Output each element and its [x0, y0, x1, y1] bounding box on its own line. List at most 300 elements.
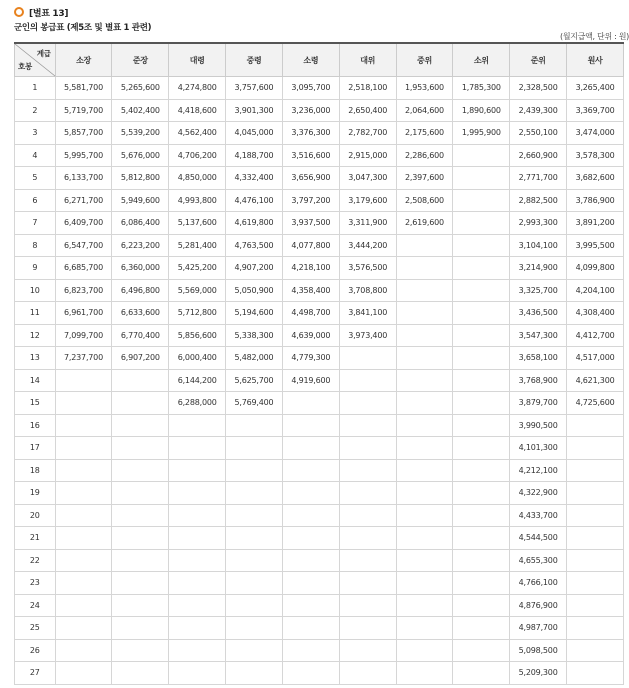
salary-cell [55, 392, 112, 415]
salary-cell [282, 639, 339, 662]
salary-cell: 5,995,700 [55, 144, 112, 167]
salary-cell: 4,562,400 [169, 122, 226, 145]
salary-cell: 4,876,900 [510, 594, 567, 617]
salary-cell [453, 234, 510, 257]
salary-cell: 4,218,100 [282, 257, 339, 280]
salary-cell [396, 639, 453, 662]
salary-cell [339, 639, 396, 662]
table-row [15, 662, 624, 685]
salary-cell [567, 572, 624, 595]
salary-cell: 6,770,400 [112, 324, 169, 347]
table-body [15, 77, 624, 685]
salary-cell: 2,660,900 [510, 144, 567, 167]
salary-cell: 3,891,200 [567, 212, 624, 235]
salary-cell: 4,212,100 [510, 459, 567, 482]
salary-cell: 5,209,300 [510, 662, 567, 685]
salary-cell [396, 234, 453, 257]
salary-cell [112, 437, 169, 460]
salary-cell: 4,725,600 [567, 392, 624, 415]
column-header: 중령 [226, 43, 283, 77]
salary-cell [282, 594, 339, 617]
step-number-cell: 18 [15, 459, 56, 482]
salary-cell: 6,907,200 [112, 347, 169, 370]
salary-cell [567, 639, 624, 662]
salary-cell [226, 482, 283, 505]
salary-cell: 6,288,000 [169, 392, 226, 415]
salary-cell: 4,045,000 [226, 122, 283, 145]
salary-cell: 1,995,900 [453, 122, 510, 145]
salary-cell: 5,569,000 [169, 279, 226, 302]
column-header: 소위 [453, 43, 510, 77]
salary-table-wrapper [14, 42, 624, 685]
salary-cell [169, 662, 226, 685]
step-number-cell: 4 [15, 144, 56, 167]
salary-cell: 3,656,900 [282, 167, 339, 190]
table-row [15, 347, 624, 370]
salary-cell: 2,915,000 [339, 144, 396, 167]
table-row [15, 549, 624, 572]
step-number-cell: 5 [15, 167, 56, 190]
salary-cell: 5,050,900 [226, 279, 283, 302]
column-header: 대령 [169, 43, 226, 77]
step-number-cell: 27 [15, 662, 56, 685]
appendix-title: [별표 13] [29, 8, 69, 19]
salary-cell: 6,144,200 [169, 369, 226, 392]
corner-rank-label: 계급 [36, 49, 51, 58]
salary-cell [453, 369, 510, 392]
step-number-cell: 26 [15, 639, 56, 662]
salary-cell [396, 437, 453, 460]
step-number-cell: 24 [15, 594, 56, 617]
step-number-cell: 12 [15, 324, 56, 347]
table-row [15, 279, 624, 302]
salary-cell [453, 212, 510, 235]
step-number-cell: 9 [15, 257, 56, 280]
salary-cell: 6,000,400 [169, 347, 226, 370]
salary-cell: 5,812,800 [112, 167, 169, 190]
salary-cell [453, 459, 510, 482]
salary-cell: 3,265,400 [567, 77, 624, 100]
salary-cell: 5,857,700 [55, 122, 112, 145]
salary-cell [396, 459, 453, 482]
salary-cell [226, 549, 283, 572]
salary-cell: 2,550,100 [510, 122, 567, 145]
salary-cell [453, 189, 510, 212]
salary-cell [453, 392, 510, 415]
salary-cell: 3,214,900 [510, 257, 567, 280]
salary-cell [453, 144, 510, 167]
step-number-cell: 1 [15, 77, 56, 100]
salary-cell: 6,961,700 [55, 302, 112, 325]
salary-cell [453, 437, 510, 460]
salary-cell: 5,265,600 [112, 77, 169, 100]
step-number-cell: 17 [15, 437, 56, 460]
salary-cell [112, 459, 169, 482]
salary-cell [55, 594, 112, 617]
salary-cell [169, 617, 226, 640]
salary-cell: 5,856,600 [169, 324, 226, 347]
table-row [15, 234, 624, 257]
step-number-cell: 13 [15, 347, 56, 370]
step-number-cell: 11 [15, 302, 56, 325]
step-number-cell: 3 [15, 122, 56, 145]
salary-cell [226, 459, 283, 482]
salary-cell: 5,402,400 [112, 99, 169, 122]
salary-cell [567, 459, 624, 482]
table-row [15, 167, 624, 190]
table-row [15, 99, 624, 122]
salary-cell [226, 437, 283, 460]
salary-table [14, 42, 624, 685]
salary-cell: 5,137,600 [169, 212, 226, 235]
salary-cell: 4,101,300 [510, 437, 567, 460]
salary-cell: 4,099,800 [567, 257, 624, 280]
salary-cell [282, 482, 339, 505]
salary-cell [226, 639, 283, 662]
salary-cell: 4,766,100 [510, 572, 567, 595]
salary-cell [282, 549, 339, 572]
table-row [15, 257, 624, 280]
table-row [15, 504, 624, 527]
salary-cell [112, 482, 169, 505]
column-header: 원사 [567, 43, 624, 77]
salary-cell [453, 167, 510, 190]
salary-cell [112, 392, 169, 415]
salary-cell: 2,286,600 [396, 144, 453, 167]
salary-cell [55, 459, 112, 482]
salary-cell [169, 482, 226, 505]
salary-cell [112, 504, 169, 527]
salary-cell [453, 347, 510, 370]
salary-cell [339, 662, 396, 685]
salary-cell [396, 302, 453, 325]
salary-cell: 3,444,200 [339, 234, 396, 257]
salary-cell [339, 594, 396, 617]
salary-cell [55, 617, 112, 640]
salary-cell: 1,785,300 [453, 77, 510, 100]
salary-cell: 5,194,600 [226, 302, 283, 325]
salary-cell: 2,771,700 [510, 167, 567, 190]
salary-cell: 4,332,400 [226, 167, 283, 190]
salary-cell: 3,797,200 [282, 189, 339, 212]
salary-cell [567, 617, 624, 640]
salary-cell [169, 459, 226, 482]
salary-cell: 5,539,200 [112, 122, 169, 145]
salary-cell [112, 594, 169, 617]
step-number-cell: 6 [15, 189, 56, 212]
table-row [15, 144, 624, 167]
salary-cell [226, 414, 283, 437]
salary-cell [453, 617, 510, 640]
table-row [15, 189, 624, 212]
salary-cell [339, 617, 396, 640]
salary-cell: 4,188,700 [226, 144, 283, 167]
table-row [15, 459, 624, 482]
salary-cell [339, 504, 396, 527]
salary-cell: 4,433,700 [510, 504, 567, 527]
salary-cell: 2,439,300 [510, 99, 567, 122]
table-row [15, 572, 624, 595]
table-row [15, 437, 624, 460]
salary-cell [282, 392, 339, 415]
salary-cell: 4,517,000 [567, 347, 624, 370]
step-number-cell: 20 [15, 504, 56, 527]
salary-cell: 3,516,600 [282, 144, 339, 167]
salary-cell [453, 482, 510, 505]
salary-cell [169, 527, 226, 550]
salary-cell [396, 572, 453, 595]
salary-cell: 5,769,400 [226, 392, 283, 415]
salary-cell [55, 414, 112, 437]
salary-cell: 6,547,700 [55, 234, 112, 257]
salary-cell: 5,581,700 [55, 77, 112, 100]
salary-cell: 3,436,500 [510, 302, 567, 325]
salary-cell: 3,576,500 [339, 257, 396, 280]
salary-cell: 3,973,400 [339, 324, 396, 347]
salary-cell: 3,879,700 [510, 392, 567, 415]
salary-cell [55, 639, 112, 662]
salary-cell: 4,544,500 [510, 527, 567, 550]
salary-cell: 6,271,700 [55, 189, 112, 212]
column-header: 소령 [282, 43, 339, 77]
salary-cell: 4,706,200 [169, 144, 226, 167]
salary-cell: 4,850,000 [169, 167, 226, 190]
salary-cell [396, 617, 453, 640]
salary-cell: 4,358,400 [282, 279, 339, 302]
salary-cell: 6,409,700 [55, 212, 112, 235]
salary-cell: 5,425,200 [169, 257, 226, 280]
salary-cell: 4,621,300 [567, 369, 624, 392]
salary-cell [396, 279, 453, 302]
table-row [15, 324, 624, 347]
salary-cell [567, 662, 624, 685]
salary-cell [282, 662, 339, 685]
salary-cell [396, 392, 453, 415]
salary-cell: 4,418,600 [169, 99, 226, 122]
table-header-row [15, 43, 624, 77]
salary-cell [453, 572, 510, 595]
salary-cell [169, 594, 226, 617]
salary-cell [567, 482, 624, 505]
step-number-cell: 23 [15, 572, 56, 595]
salary-cell [567, 549, 624, 572]
salary-cell: 3,658,100 [510, 347, 567, 370]
salary-cell [112, 549, 169, 572]
salary-cell: 3,311,900 [339, 212, 396, 235]
salary-cell [169, 414, 226, 437]
salary-cell: 3,901,300 [226, 99, 283, 122]
salary-cell [226, 594, 283, 617]
column-header: 준장 [112, 43, 169, 77]
salary-cell [112, 639, 169, 662]
salary-cell [226, 662, 283, 685]
salary-cell: 3,937,500 [282, 212, 339, 235]
salary-cell: 4,779,300 [282, 347, 339, 370]
salary-cell: 6,496,800 [112, 279, 169, 302]
salary-cell [339, 369, 396, 392]
table-row [15, 77, 624, 100]
salary-cell: 1,953,600 [396, 77, 453, 100]
salary-cell [339, 392, 396, 415]
salary-cell [282, 414, 339, 437]
salary-cell [55, 437, 112, 460]
salary-cell: 3,708,800 [339, 279, 396, 302]
salary-cell [112, 572, 169, 595]
salary-cell: 4,619,800 [226, 212, 283, 235]
salary-cell [339, 572, 396, 595]
title-row [14, 6, 151, 18]
salary-cell: 4,077,800 [282, 234, 339, 257]
salary-cell: 2,782,700 [339, 122, 396, 145]
salary-cell: 4,639,000 [282, 324, 339, 347]
salary-cell [282, 437, 339, 460]
table-row [15, 639, 624, 662]
salary-cell [396, 347, 453, 370]
salary-cell [55, 369, 112, 392]
salary-cell [453, 504, 510, 527]
column-header: 대위 [339, 43, 396, 77]
salary-cell [55, 662, 112, 685]
salary-cell: 2,175,600 [396, 122, 453, 145]
salary-cell: 3,786,900 [567, 189, 624, 212]
salary-cell: 4,655,300 [510, 549, 567, 572]
table-subtitle: 군인의 봉급표 (제5조 및 별표 1 관련) [14, 23, 152, 33]
salary-cell: 3,995,500 [567, 234, 624, 257]
salary-cell [453, 639, 510, 662]
salary-cell [169, 549, 226, 572]
salary-cell [396, 594, 453, 617]
salary-cell [396, 324, 453, 347]
salary-cell [226, 572, 283, 595]
step-number-cell: 2 [15, 99, 56, 122]
salary-cell: 3,474,000 [567, 122, 624, 145]
salary-cell [567, 437, 624, 460]
table-row [15, 594, 624, 617]
salary-cell [339, 459, 396, 482]
salary-cell [112, 527, 169, 550]
step-number-cell: 15 [15, 392, 56, 415]
step-number-cell: 22 [15, 549, 56, 572]
column-header: 준위 [510, 43, 567, 77]
salary-cell: 3,768,900 [510, 369, 567, 392]
salary-cell: 6,633,600 [112, 302, 169, 325]
table-row [15, 527, 624, 550]
salary-cell: 3,104,100 [510, 234, 567, 257]
table-row [15, 482, 624, 505]
salary-cell [112, 662, 169, 685]
step-number-cell: 7 [15, 212, 56, 235]
salary-cell: 2,518,100 [339, 77, 396, 100]
salary-cell [169, 437, 226, 460]
salary-cell: 3,369,700 [567, 99, 624, 122]
salary-cell: 3,095,700 [282, 77, 339, 100]
salary-cell [567, 504, 624, 527]
table-row [15, 369, 624, 392]
salary-cell: 7,099,700 [55, 324, 112, 347]
salary-cell: 5,676,000 [112, 144, 169, 167]
table-row [15, 414, 624, 437]
salary-cell [282, 527, 339, 550]
salary-cell: 3,682,600 [567, 167, 624, 190]
step-number-cell: 14 [15, 369, 56, 392]
salary-cell: 4,476,100 [226, 189, 283, 212]
salary-cell [567, 414, 624, 437]
salary-cell: 4,322,900 [510, 482, 567, 505]
salary-cell [453, 662, 510, 685]
salary-cell: 4,763,500 [226, 234, 283, 257]
salary-cell [339, 482, 396, 505]
salary-cell [453, 279, 510, 302]
salary-cell [169, 504, 226, 527]
salary-cell: 5,719,700 [55, 99, 112, 122]
salary-cell: 3,236,000 [282, 99, 339, 122]
salary-cell [169, 572, 226, 595]
salary-cell [339, 437, 396, 460]
step-number-cell: 8 [15, 234, 56, 257]
salary-cell: 2,328,500 [510, 77, 567, 100]
salary-cell: 6,360,000 [112, 257, 169, 280]
salary-cell: 3,325,700 [510, 279, 567, 302]
salary-cell [282, 504, 339, 527]
salary-cell: 4,308,400 [567, 302, 624, 325]
step-number-cell: 25 [15, 617, 56, 640]
salary-cell [567, 527, 624, 550]
salary-cell: 5,949,600 [112, 189, 169, 212]
column-header: 소장 [55, 43, 112, 77]
column-header: 중위 [396, 43, 453, 77]
salary-cell [339, 347, 396, 370]
salary-cell [226, 527, 283, 550]
salary-cell: 6,823,700 [55, 279, 112, 302]
salary-cell [339, 549, 396, 572]
salary-cell: 5,098,500 [510, 639, 567, 662]
salary-cell: 4,993,800 [169, 189, 226, 212]
salary-cell [453, 594, 510, 617]
salary-cell: 3,547,300 [510, 324, 567, 347]
salary-cell [453, 549, 510, 572]
salary-cell: 3,990,500 [510, 414, 567, 437]
salary-cell: 2,882,500 [510, 189, 567, 212]
salary-cell [396, 369, 453, 392]
salary-cell: 2,508,600 [396, 189, 453, 212]
salary-cell: 3,578,300 [567, 144, 624, 167]
table-row [15, 212, 624, 235]
salary-cell: 3,757,600 [226, 77, 283, 100]
salary-cell: 6,685,700 [55, 257, 112, 280]
salary-cell: 6,133,700 [55, 167, 112, 190]
table-row [15, 302, 624, 325]
step-number-cell: 19 [15, 482, 56, 505]
salary-cell [112, 369, 169, 392]
salary-cell [453, 257, 510, 280]
salary-cell: 4,498,700 [282, 302, 339, 325]
header [14, 6, 151, 33]
step-number-cell: 16 [15, 414, 56, 437]
salary-cell [282, 617, 339, 640]
salary-cell [55, 527, 112, 550]
unit-note: (월지급액, 단위 : 원) [560, 32, 629, 41]
salary-cell [282, 459, 339, 482]
salary-cell [396, 662, 453, 685]
salary-cell: 2,397,600 [396, 167, 453, 190]
salary-cell: 4,919,600 [282, 369, 339, 392]
salary-cell: 3,841,100 [339, 302, 396, 325]
salary-cell [396, 414, 453, 437]
salary-cell [55, 482, 112, 505]
salary-cell [396, 504, 453, 527]
salary-cell: 2,650,400 [339, 99, 396, 122]
salary-cell [112, 414, 169, 437]
